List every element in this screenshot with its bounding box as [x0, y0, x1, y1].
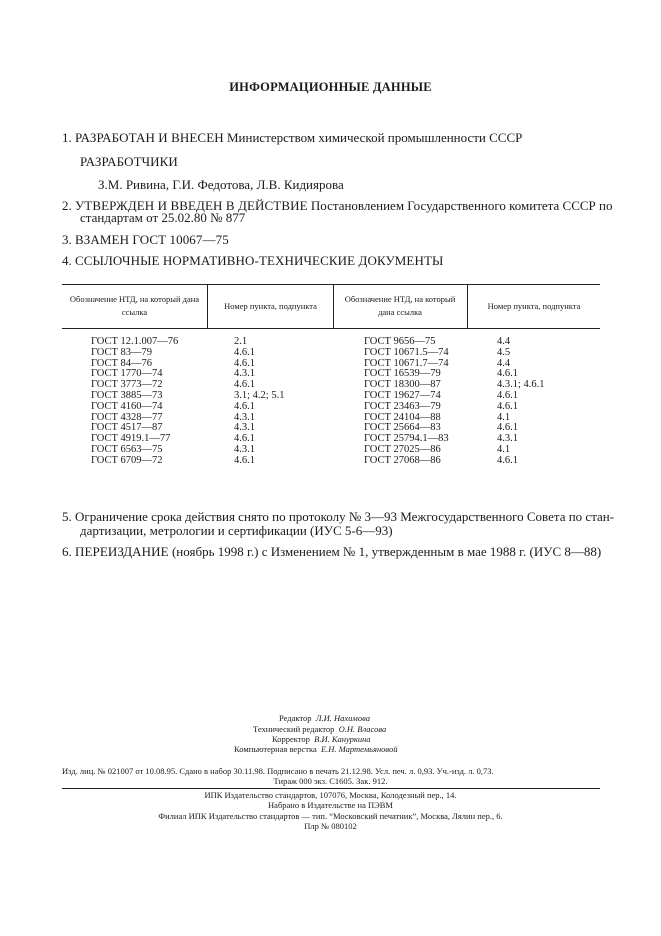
table-cell-point: 3.1; 4.2; 5.1: [234, 389, 285, 401]
table-cell-point: 4.5: [497, 346, 511, 358]
table-cell-doc: ГОСТ 12.1.007—76: [91, 336, 179, 347]
table-cell-doc: ГОСТ 16539—79: [364, 368, 441, 380]
table-cell-point: 4.3.1: [234, 422, 255, 434]
item-references: [62, 253, 443, 269]
table-cell-doc: ГОСТ 3885—73: [91, 389, 163, 401]
developers-label: РАЗРАБОТЧИКИ: [80, 154, 178, 169]
table-cell-doc: ГОСТ 4328—77: [91, 411, 163, 423]
table-cell-point: 4.1: [497, 443, 511, 455]
publisher-line2: Набрано в Издательстве на ПЭВМ: [268, 800, 393, 810]
item-heading: РАЗРАБОТАН И ВНЕСЕН: [75, 130, 224, 145]
table-cell-point: 2.1: [234, 336, 248, 347]
corrector-label: Корректор: [272, 734, 310, 744]
tech-editor-label: Технический редактор: [253, 724, 335, 734]
table-cell-doc: ГОСТ 3773—72: [91, 379, 163, 391]
tech-editor-name: О.Н. Власова: [338, 724, 387, 734]
item-number: 4.: [62, 253, 72, 268]
table-cell-point: 4.6.1: [234, 454, 255, 466]
table-cell-doc: ГОСТ 18300—87: [364, 379, 441, 391]
table-cell-point: 4.6.1: [497, 368, 518, 380]
item-heading: ВЗАМЕН ГОСТ 10067—75: [75, 232, 229, 247]
table-cell-doc: ГОСТ 23463—79: [364, 400, 441, 412]
print-details-line2: Тираж 000 экз. С1605. Зак. 912.: [273, 776, 388, 786]
corrector-line: [272, 734, 371, 745]
table-cell-doc: ГОСТ 25794.1—83: [364, 433, 449, 445]
layout-name: Е.Н. Мартемьяновой: [320, 744, 398, 754]
table-cell-doc: ГОСТ 4160—74: [91, 400, 163, 412]
item-number: 2.: [62, 198, 72, 213]
editor-label: Редактор: [279, 713, 312, 723]
table-cell-point: 4.4: [497, 357, 511, 369]
table-cell-doc: ГОСТ 27068—86: [364, 454, 441, 466]
table-cell-point: 4.6.1: [234, 433, 255, 445]
table-cell-doc: ГОСТ 4517—87: [91, 422, 163, 434]
layout-label: Компьютерная верстка: [234, 744, 317, 754]
table-cell-point: 4.6.1: [234, 346, 255, 358]
table-cell-point: 4.6.1: [497, 389, 518, 401]
item-number: 1.: [62, 130, 72, 145]
header-point-right: Номер пункта, подпункта: [487, 300, 581, 311]
table-cell-doc: ГОСТ 6563—75: [91, 443, 163, 455]
table-cell-doc: ГОСТ 83—79: [91, 346, 153, 358]
publisher-line1: ИПК Издательство стандартов, 107076, Москва, Колодезный пер., 14.: [204, 790, 457, 800]
item-text: Министерством химической промышленности СССР: [223, 130, 523, 145]
table-cell-doc: ГОСТ 1770—74: [91, 368, 163, 380]
item-reissue: [62, 544, 601, 560]
column-right-docs: [364, 337, 449, 467]
item-replaces: [62, 232, 229, 248]
table-col-divider: [333, 284, 334, 328]
table-cell-point: 4.3.1: [234, 368, 255, 380]
item-heading: УТВЕРЖДЕН И ВВЕДЕН В ДЕЙСТВИЕ: [75, 198, 308, 213]
table-cell-point: 4.6.1: [234, 379, 255, 391]
corrector-name: В.И. Кануркина: [314, 734, 371, 744]
item-number: 5.: [62, 509, 72, 524]
table-cell-point: 4.6.1: [234, 357, 255, 369]
table-cell-point: 4.6.1: [497, 454, 518, 466]
item-approved-line2: стандартам от 25.02.80 № 877: [80, 210, 246, 225]
table-cell-point: 4.6.1: [497, 400, 518, 412]
table-cell-point: 4.4: [497, 336, 511, 347]
item-text: Ограничение срока действия снято по протоколу № 3—93 Межгосударственного Совета по стан-: [75, 509, 615, 524]
layout-line: [234, 744, 398, 755]
table-cell-doc: ГОСТ 4919.1—77: [91, 433, 171, 445]
table-cell-doc: ГОСТ 6709—72: [91, 454, 163, 466]
item-text: (ноябрь 1998 г.) с Изменением № 1, утвержденным в мае 1988 г. (ИУС 8—88): [168, 544, 602, 559]
item-number: 3.: [62, 232, 72, 247]
item-text: Постановлением Государственного комитета СССР по: [307, 198, 613, 213]
item-number: 6.: [62, 544, 72, 559]
table-cell-doc: ГОСТ 25664—83: [364, 422, 441, 434]
header-doc-right: Обозначение НТД, на который дана ссылка: [344, 294, 456, 317]
table-cell-doc: ГОСТ 19627—74: [364, 389, 441, 401]
item-heading: ПЕРЕИЗДАНИЕ: [75, 544, 169, 559]
table-header-rule: [62, 328, 600, 329]
column-left-docs: [91, 337, 178, 467]
table-cell-doc: ГОСТ 10671.5—74: [364, 346, 449, 358]
page-title: ИНФОРМАЦИОННЫЕ ДАННЫЕ: [229, 80, 432, 94]
table-cell-point: 4.6.1: [234, 400, 255, 412]
table-cell-point: 4.3.1; 4.6.1: [497, 379, 545, 391]
print-details-line1: Изд. лиц. № 021007 от 10.08.95. Сдано в набор 30.11.98. Подписано в печать 21.12.98. Усл. печ. л. 0,93. Уч.-изд. л. 0,73.: [62, 766, 494, 776]
imprint-divider: [62, 788, 600, 789]
column-right-points: [497, 337, 545, 467]
tech-editor-line: [253, 724, 386, 735]
table-cell-doc: ГОСТ 9656—75: [364, 336, 436, 347]
table-cell-point: 4.3.1: [497, 433, 518, 445]
header-doc-left: Обозначение НТД, на который дана ссылка: [69, 294, 200, 317]
table-cell-doc: ГОСТ 84—76: [91, 357, 153, 369]
item-developed: [62, 130, 522, 146]
table-cell-doc: ГОСТ 24104—88: [364, 411, 441, 423]
column-left-points: [234, 337, 284, 467]
table-top-rule: [62, 284, 600, 285]
item-heading: ССЫЛОЧНЫЕ НОРМАТИВНО-ТЕХНИЧЕСКИЕ ДОКУМЕНТЫ: [75, 253, 444, 268]
publisher-line3: Филиал ИПК Издательство стандартов — тип. “Московский печатник”, Москва, Лялин пер., 6.: [158, 811, 503, 821]
editor-name: Л.И. Нахимова: [315, 713, 370, 723]
editor-line: [279, 713, 370, 724]
table-cell-point: 4.6.1: [497, 422, 518, 434]
table-cell-doc: ГОСТ 27025—86: [364, 443, 441, 455]
table-cell-point: 4.3.1: [234, 411, 255, 423]
developers-names: З.М. Ривина, Г.И. Федотова, Л.В. Кидиярова: [98, 177, 344, 192]
item-limitation-line2: дартизации, метрологии и сертификации (ИУС 5-6—93): [80, 523, 393, 538]
publisher-line4: Плр № 080102: [304, 821, 357, 831]
table-cell-point: 4.3.1: [234, 443, 255, 455]
table-cell-doc: ГОСТ 10671.7—74: [364, 357, 449, 369]
header-point-left: Номер пункта, подпункта: [224, 300, 317, 311]
table-cell-point: 4.1: [497, 411, 511, 423]
